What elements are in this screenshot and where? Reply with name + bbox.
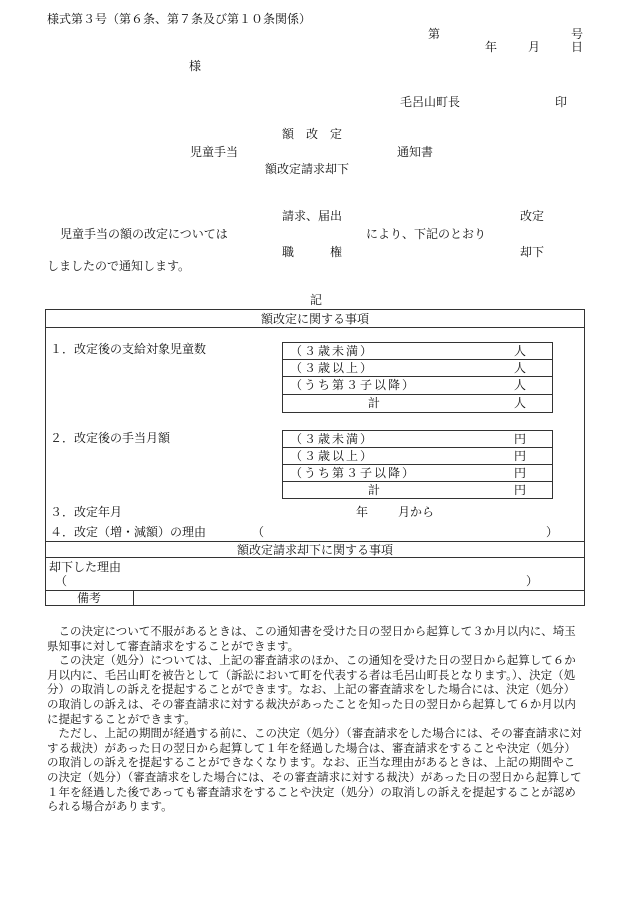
item2-label: ２．改定後の手当月額 (50, 431, 171, 445)
recipient-honorific: 様 (189, 59, 202, 73)
notice-paragraph: この決定（処分）については、上記の審査請求のほか、この通知を受けた日の翌日から起算して６か月以内に、毛呂山町を被告として（訴訟において町を代表する者は毛呂山町長となります。）、決定（処分）の取消しの訴えを提起することができます。なお、上記の審査請求をした場合には、決定（処分）の取消しの訴えは、その審査請求に対する裁決があったことを知った日の翌日から起算して６か月以内に提起することができます。 (47, 653, 576, 726)
notice-paragraph: ただし、上記の期間が経過する前に、この決定（処分）（審査請求をした場合には、その審査請求に対する裁決）があった日の翌日から起算して１年を経過した場合は、審査請求をすることや決定（処分）の取消しの訴えを提起することができなくなります。なお、正当な理由があるときは、上記の期間やこの決定（処分）（審査請求をした場合には、その審査請求に対する裁決）があった日の翌日から起算して１年を経過した後であっても審査請求をすることや決定（処分）の取消しの訴えを提起することが認められる場合があります。 (47, 726, 582, 814)
count-unit: 人 (514, 361, 527, 375)
section1-header: 額改定に関する事項 (260, 312, 369, 326)
number-prefix: 第 (428, 27, 441, 41)
amount-unit: 円 (514, 483, 527, 497)
intro-text-1: 児童手当の額の改定については (60, 227, 228, 241)
ki-heading: 記 (310, 293, 323, 307)
count-row-third: （うち第３子以降） (290, 378, 417, 392)
title-option-kyakka: 額改定請求却下 (265, 162, 350, 176)
count-unit: 人 (514, 396, 527, 410)
amount-unit: 円 (514, 432, 527, 446)
reason-paren-close: ） (546, 525, 559, 539)
title-right: 通知書 (397, 145, 434, 159)
seal-mark: 印 (555, 95, 568, 109)
item4-label: ４．改定（増・減額）の理由 (50, 525, 207, 539)
revision-year: 年 (356, 505, 369, 519)
form-number: 様式第３号（第６条、第７条及び第１０条関係） (47, 12, 312, 26)
intro-text-3: しましたので通知します。 (47, 259, 191, 273)
number-suffix: 号 (571, 27, 584, 41)
count-row-under3: （３歳未満） (290, 344, 375, 358)
item3-label: ３．改定年月 (50, 505, 123, 519)
amount-unit: 円 (514, 466, 527, 480)
result-kaitei: 改定 (520, 209, 545, 223)
intro-text-2: により、下記のとおり (366, 227, 487, 241)
rejection-paren-open: （ (55, 574, 68, 588)
title-option-kaitei: 額 改 定 (282, 127, 343, 141)
amount-row-total: 計 (368, 483, 381, 497)
title-left: 児童手当 (190, 145, 239, 159)
result-kyakka: 却下 (520, 245, 545, 259)
remarks-label: 備考 (76, 591, 101, 605)
amount-row-over3: （３歳以上） (290, 449, 375, 463)
count-row-over3: （３歳以上） (290, 361, 375, 375)
reason-paren-open: （ (252, 525, 265, 539)
count-row-total: 計 (368, 396, 381, 410)
appeal-notice (47, 624, 585, 814)
section2-header: 額改定請求却下に関する事項 (236, 543, 393, 557)
count-unit: 人 (514, 344, 527, 358)
rejection-label: 却下した理由 (49, 560, 122, 574)
basis-request: 請求、届出 (282, 209, 343, 223)
count-unit: 人 (514, 378, 527, 392)
date-month: 月 (528, 40, 541, 54)
amount-row-under3: （３歳未満） (290, 432, 375, 446)
item1-label: １．改定後の支給対象児童数 (50, 342, 207, 356)
amount-unit: 円 (514, 449, 527, 463)
notice-paragraph: この決定について不服があるときは、この通知書を受けた日の翌日から起算して３か月以内に、埼玉県知事に対して審査請求をすることができます。 (47, 624, 576, 653)
revision-month-from: 月から (398, 505, 435, 519)
date-day: 日 (571, 40, 584, 54)
issuer-mayor: 毛呂山町長 (400, 95, 461, 109)
amount-row-third: （うち第３子以降） (290, 466, 417, 480)
date-year: 年 (485, 40, 498, 54)
rejection-paren-close: ） (526, 574, 539, 588)
basis-authority: 職 権 (282, 245, 343, 259)
